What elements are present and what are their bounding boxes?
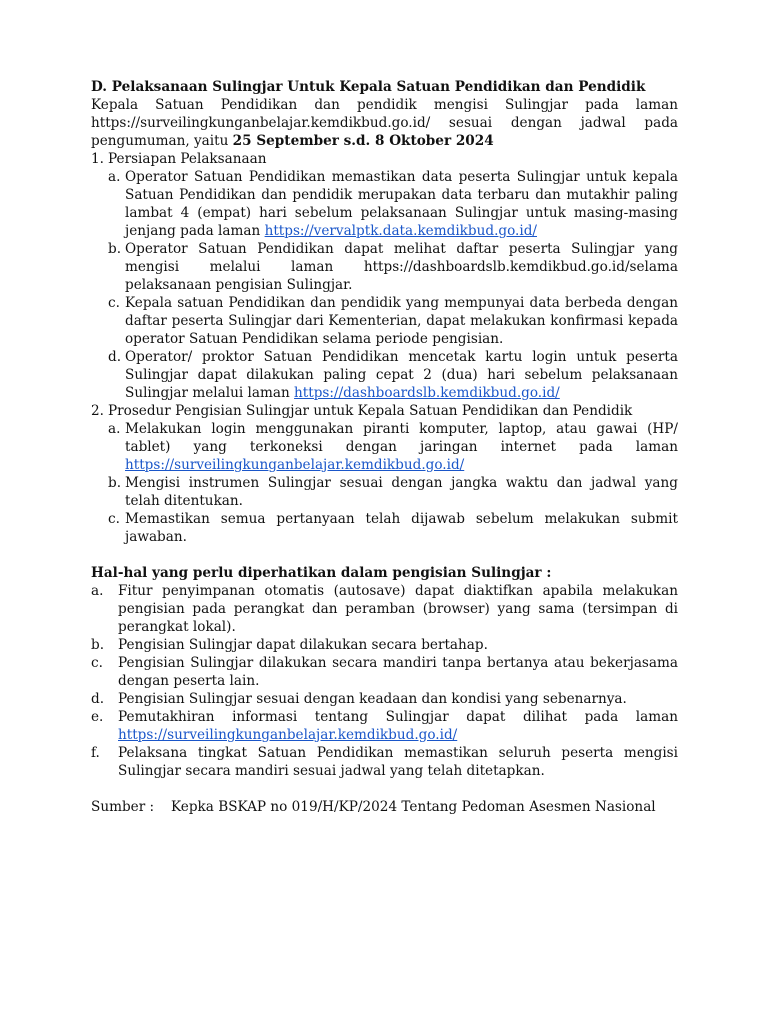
list-item-text: Kepala satuan Pendidikan dan pendidik yang mempunyai data berbeda dengan daftar peserta Sulingjar dari Kementerian, dapat melakukan konfirmasi kepada operator Satuan Pendidikan selama periode pengisian. (125, 295, 678, 347)
list2-number: 2. (91, 403, 104, 419)
list2-item-b (91, 474, 678, 510)
notes-item-a (91, 582, 678, 636)
document-page (91, 78, 678, 816)
list2-title: Prosedur Pengisian Sulingjar untuk Kepala Satuan Pendidikan dan Pendidik (108, 403, 633, 419)
list-item-text: Operator Satuan Pendidikan dapat melihat daftar peserta Sulingjar yang mengisi melalui laman https://dashboardslb.kemdikbud.go.id/selama pelaksanaan pengisian Sulingjar. (125, 241, 678, 293)
list-item-text: Pemutakhiran informasi tentang Sulingjar dapat dilihat pada laman (118, 709, 678, 725)
source-text: Kepka BSKAP no 019/H/KP/2024 Tentang Pedoman Asesmen Nasional (171, 799, 656, 815)
list-item-number: b. (108, 475, 122, 491)
list-item-text: Pelaksana tingkat Satuan Pendidikan memastikan seluruh peserta mengisi Sulingjar secara mandiri sesuai jadwal yang telah ditetapkan. (118, 745, 678, 779)
list1-number: 1. (91, 151, 104, 167)
surveilingkungan-link[interactable]: https://surveilingkunganbelajar.kemdikbud.go.id/ (125, 457, 465, 473)
list-item-text: Mengisi instrumen Sulingjar sesuai dengan jangka waktu dan jadwal yang telah ditentukan. (125, 475, 678, 509)
list1-item-d (91, 348, 678, 402)
source-label: Sumber : (91, 799, 155, 815)
list-item-text: Memastikan semua pertanyaan telah dijawab sebelum melakukan submit jawaban. (125, 511, 678, 545)
list-item-number: d. (108, 349, 122, 365)
list1 (91, 150, 678, 168)
intro-date: 25 September s.d. 8 Oktober 2024 (232, 133, 494, 149)
notes-item-d (91, 690, 678, 708)
notes-heading: Hal-hal yang perlu diperhatikan dalam pengisian Sulingjar : (91, 565, 552, 581)
section-heading: D. Pelaksanaan Sulingjar Untuk Kepala Satuan Pendidikan dan Pendidik (91, 79, 646, 95)
list-item-number: c. (108, 295, 120, 311)
notes-item-f (91, 744, 678, 780)
list-item-number: f. (91, 745, 100, 761)
notes-item-c (91, 654, 678, 690)
list2 (91, 402, 678, 420)
surveilingkungan-link[interactable]: https://surveilingkunganbelajar.kemdikbud.go.id/ (118, 727, 458, 743)
list2-item-a (91, 420, 678, 474)
list-item-number: a. (108, 421, 121, 437)
list-item-number: c. (108, 511, 120, 527)
source-citation (91, 798, 678, 816)
list-item-text: Pengisian Sulingjar sesuai dengan keadaan dan kondisi yang sebenarnya. (118, 691, 627, 707)
notes-item-b (91, 636, 678, 654)
list-item-number: b. (91, 637, 105, 653)
list-item-number: d. (91, 691, 105, 707)
list-item-text: Pengisian Sulingjar dapat dilakukan secara bertahap. (118, 637, 488, 653)
list1-item-b (91, 240, 678, 294)
list1-item-a (91, 168, 678, 240)
list-item-number: e. (91, 709, 104, 725)
list-item-text: Pengisian Sulingjar dilakukan secara mandiri tanpa bertanya atau bekerjasama dengan peserta lain. (118, 655, 678, 689)
list-item-number: a. (108, 169, 121, 185)
intro-text: Kepala Satuan Pendidikan dan pendidik mengisi Sulingjar pada laman https://surveilingkunganbelajar.kemdikbud.go.id/ sesuai dengan jadwal pada pengumuman, yaitu (91, 97, 678, 149)
section-intro (91, 96, 678, 150)
dashboardslb-link[interactable]: https://dashboardslb.kemdikbud.go.id/ (294, 385, 560, 401)
list1-title: Persiapan Pelaksanaan (108, 151, 267, 167)
list-item-number: a. (91, 583, 104, 599)
notes-item-e (91, 708, 678, 744)
list-item-number: c. (91, 655, 103, 671)
list-item-text: Operator Satuan Pendidikan memastikan data peserta Sulingjar untuk kepala Satuan Pendidikan dan pendidik merupakan data terbaru dan mutakhir paling lambat 4 (empat) hari sebelum pelaksanaan Sulingjar untuk masing-masing jenjang pada laman (125, 169, 678, 239)
list-item-text: Fitur penyimpanan otomatis (autosave) dapat diaktifkan apabila melakukan pengisian pada perangkat dan peramban (browser) yang sama (tersimpan di perangkat lokal). (118, 583, 678, 635)
list-item-number: b. (108, 241, 122, 257)
list-item-text: Melakukan login menggunakan piranti komputer, laptop, atau gawai (HP/ tablet) yang terkoneksi dengan jaringan internet pada laman (125, 421, 678, 455)
list-item-text: Operator/ proktor Satuan Pendidikan mencetak kartu login untuk peserta Sulingjar dapat dilakukan paling cepat 2 (dua) hari sebelum pelaksanaan Sulingjar melalui laman (125, 349, 678, 401)
vervalptk-link[interactable]: https://vervalptk.data.kemdikbud.go.id/ (264, 223, 537, 239)
list1-item-c (91, 294, 678, 348)
list2-item-c (91, 510, 678, 546)
